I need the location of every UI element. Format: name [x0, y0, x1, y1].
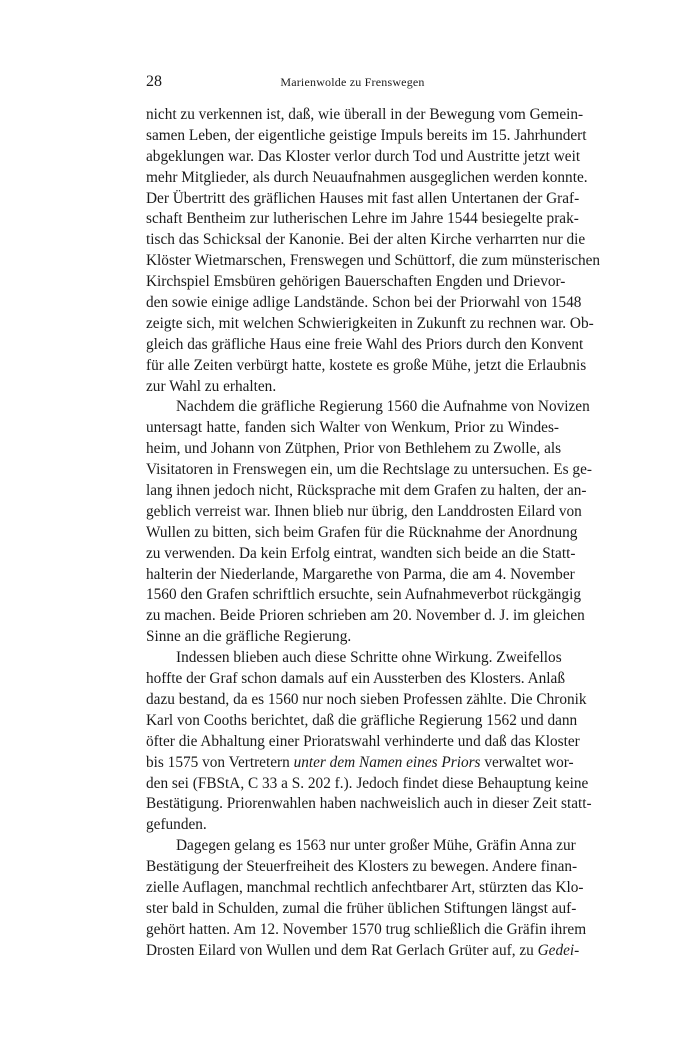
text-line: Karl von Cooths berichtet, daß die gräfliche Regierung 1562 und dann — [146, 711, 578, 729]
text-line: halterin der Niederlande, Margarethe von Parma, die am 4. November — [146, 565, 575, 583]
text-line: 1560 den Grafen schriftlich ersuchte, sein Aufnahmeverbot rückgängig — [146, 586, 581, 604]
text-line: hoffte der Graf schon damals auf ein Aussterben des Klosters. Anlaß — [146, 670, 565, 688]
text-line: Visitatoren in Frenswegen ein, um die Rechtslage zu untersuchen. Es ge- — [146, 461, 592, 479]
text-line: lang ihnen jedoch nicht, Rücksprache mit dem Grafen zu halten, der an- — [146, 482, 587, 500]
text-fragment: Drosten Eilard von Wullen und dem Rat Gerlach Grüter auf, zu — [146, 941, 538, 959]
text-line: zielle Auflagen, manchmal rechtlich anfechtbarer Art, stürzten das Klo- — [146, 878, 584, 896]
text-line: Dagegen gelang es 1563 nur unter großer Mühe, Gräfin Anna zur — [176, 837, 576, 855]
text-line: nicht zu verkennen ist, daß, wie überall in der Bewegung vom Gemein- — [146, 106, 584, 123]
text-line: geblich verreist war. Ihnen blieb nur übrig, den Landdrosten Eilard von — [146, 502, 582, 520]
text-line: Kirchspiel Emsbüren gehörigen Bauerschaften Engden und Drievor- — [146, 273, 566, 291]
body-text — [146, 105, 601, 962]
text-line: tisch das Schicksal der Kanonie. Bei der alten Kirche verharrten nur die — [146, 231, 586, 249]
text-line: mehr Mitglieder, als durch Neuaufnahmen ausgeglichen werden konnte. — [146, 168, 588, 186]
text-line: den sei (FBStA, C 33 a S. 202 f.). Jedoch findet diese Behauptung keine — [146, 774, 589, 792]
page-number: 28 — [146, 73, 162, 90]
text-line: Der Übertritt des gräflichen Hauses mit fast allen Untertanen der Graf- — [146, 189, 580, 207]
text-line: Klöster Wietmarschen, Frenswegen und Schüttorf, die zum münsterischen — [146, 252, 601, 270]
paragraph-1 — [146, 105, 601, 397]
italic-phrase: unter dem Namen eines Priors — [293, 753, 481, 771]
text-line: gehört hatten. Am 12. November 1570 trug schließlich die Gräfin ihrem — [146, 920, 587, 938]
text-line: öfter die Abhaltung einer Prioratswahl verhinderte und daß das Kloster — [146, 732, 580, 750]
text-line: zeigte sich, mit welchen Schwierigkeiten in Zukunft zu rechnen war. Ob- — [146, 314, 594, 332]
text-line: untersagt hatte, fanden sich Walter von Wenkum, Prior zu Windes- — [146, 419, 559, 437]
book-page — [146, 72, 601, 962]
text-line: Sinne an die gräfliche Regierung. — [146, 628, 352, 646]
italic-phrase: Gedei- — [537, 941, 580, 959]
text-line: ster bald in Schulden, zumal die früher üblichen Stiftungen längst auf- — [146, 899, 577, 917]
text-line: zur Wahl zu erhalten. — [146, 377, 277, 395]
text-line: den sowie einige adlige Landstände. Schon bei der Priorwahl von 1548 — [146, 294, 582, 312]
text-line-mixed — [146, 941, 580, 962]
paragraph-2 — [146, 397, 592, 648]
text-line: zu verwenden. Da kein Erfolg eintrat, wandten sich beide an die Statt- — [146, 544, 576, 562]
text-line: gleich das gräfliche Haus eine freie Wahl des Priors durch den Konvent — [146, 335, 584, 353]
text-line: abgeklungen war. Das Kloster verlor durch Tod und Austritte jetzt weit — [146, 147, 581, 165]
text-line: Bestätigung der Steuerfreiheit des Klosters zu bewegen. Andere finan- — [146, 858, 578, 876]
text-line: Nachdem die gräfliche Regierung 1560 die Aufnahme von Novizen — [176, 398, 590, 416]
text-line-mixed — [146, 753, 574, 774]
text-line: Bestätigung. Priorenwahlen haben nachweislich auch in dieser Zeit statt- — [146, 795, 592, 813]
text-line: Wullen zu bitten, sich beim Grafen für die Rücknahme der Anordnung — [146, 523, 578, 541]
text-fragment: bis 1575 von Vertretern — [146, 753, 294, 771]
text-line: heim, und Johann von Zütphen, Prior von Bethlehem zu Zwolle, als — [146, 440, 562, 458]
text-line: samen Leben, der eigentliche geistige Impuls bereits im 15. Jahrhundert — [146, 126, 587, 144]
text-line: dazu bestand, da es 1560 nur noch sieben Professen zählte. Die Chronik — [146, 690, 587, 708]
page-header — [146, 72, 559, 92]
text-line: zu machen. Beide Prioren schrieben am 20. November d. J. im gleichen — [146, 607, 585, 625]
paragraph-3 — [146, 648, 592, 836]
text-line: schaft Bentheim zur lutherischen Lehre im Jahre 1544 besiegelte prak- — [146, 210, 579, 228]
paragraph-4 — [146, 836, 587, 961]
text-fragment: verwaltet wor- — [484, 753, 574, 771]
running-title: Marienwolde zu Frenswegen — [280, 75, 425, 89]
text-line: Indessen blieben auch diese Schritte ohne Wirkung. Zweifellos — [176, 649, 562, 667]
text-line: für alle Zeiten verbürgt hatte, kostete es große Mühe, jetzt die Erlaubnis — [146, 356, 587, 374]
text-line: gefunden. — [146, 816, 207, 834]
